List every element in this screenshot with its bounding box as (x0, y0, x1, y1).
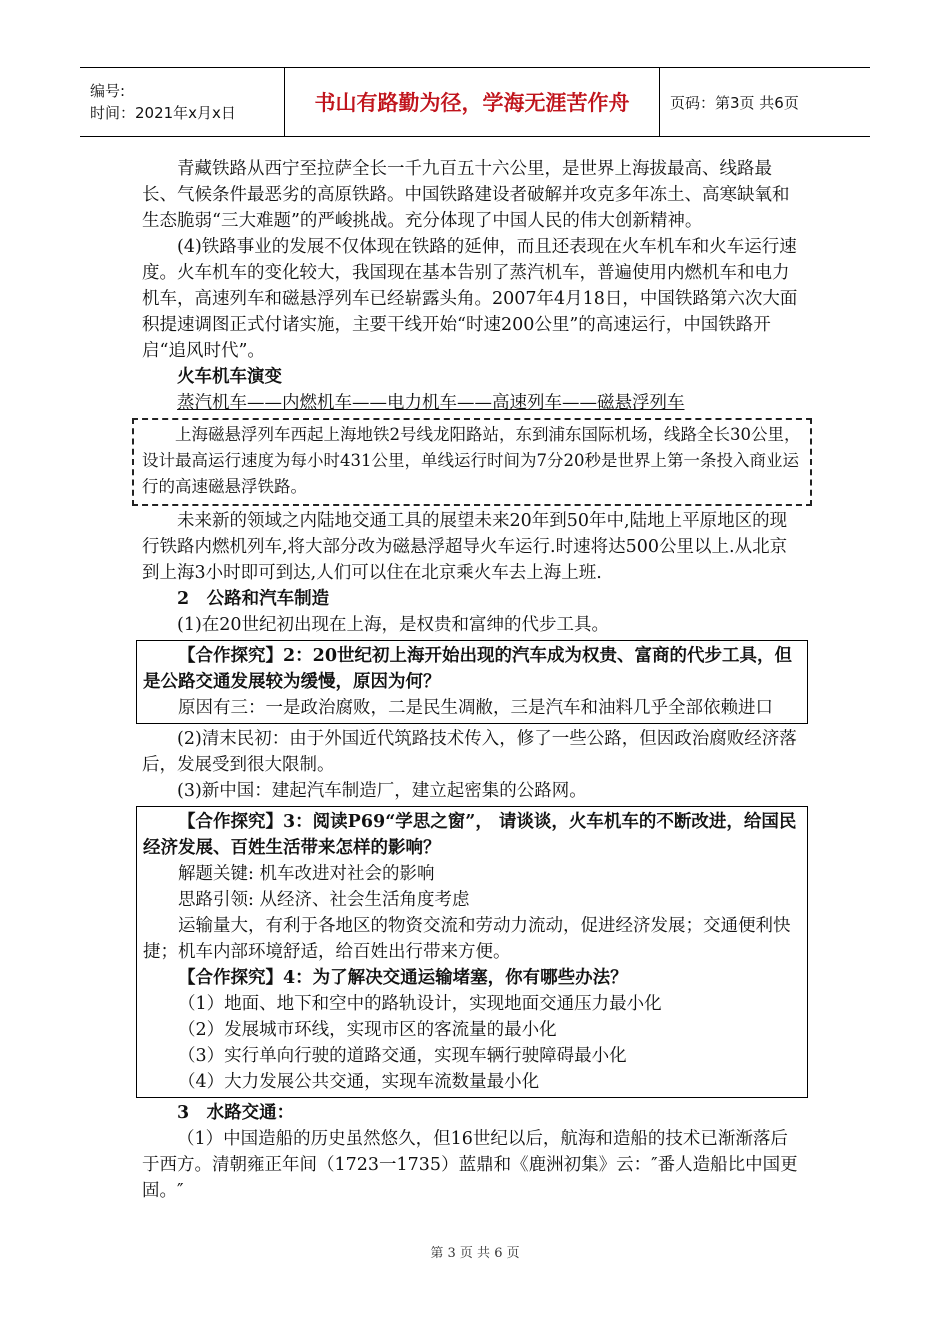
paragraph-qinghai-tibet: 青藏铁路从西宁至拉萨全长一千九百五十六公里，是世界上海拔最高、线路最长、气候条件最恶劣的高原铁路。中国铁路建设者破解并攻克多年冻土、高寒缺氧和生态脆弱“三大难题”的严峻挑战。充分体现了中国人民的伟大创新精神。 (142, 159, 790, 231)
page-header (80, 67, 870, 137)
paragraph-future: 未来新的领域之内陆地交通工具的展望未来20年到50年中,陆地上平原地区的现行铁路内燃机列车,将大部分改为磁悬浮超导火车运行.时速将达500公里以上.从北京到上海3小时即可到达,人们可以住在北京乘火车去上海上班. (142, 511, 788, 583)
road-point-1: (1)在20世纪初出现在上海，是权贵和富绅的代步工具。 (177, 615, 610, 635)
list-item: （1）地面、地下和空中的路轨设计，实现地面交通压力最小化 (178, 994, 662, 1014)
heading-road: 2 公路和汽车制造 (177, 589, 330, 609)
maglev-note-box (132, 418, 812, 506)
evolution-line: 蒸汽机车——内燃机车——电力机车——高速列车——磁悬浮列车 (177, 393, 685, 413)
water-point-1: （1）中国造船的历史虽然悠久，但16世纪以后，航海和造船的技术已渐渐落后于西方。清朝雍正年间（1723一1735）蓝鼎和《鹿洲初集》云：″番人造船比中国更固。″ (142, 1129, 798, 1201)
header-meta (80, 68, 285, 136)
motto-text: 书山有路勤为径，学海无涯苦作舟 (314, 91, 630, 115)
number-label: 编号: (90, 82, 126, 100)
page-label: 页码：第3页 共6页 (670, 93, 799, 112)
explore-key-3: 解题关键: 机车改进对社会的影响 (178, 864, 435, 884)
explore-question-2: 【合作探究】2：20世纪初上海开始出现的汽车成为权贵、富商的代步工具，但是公路交通发展较为缓慢，原因为何？ (143, 646, 793, 692)
road-point-2: (2)清末民初：由于外国近代筑路技术传入，修了一些公路，但因政治腐败经济落后，发展受到很大限制。 (142, 729, 797, 775)
document-body (142, 156, 802, 1204)
explore-hint-3: 思路引领: 从经济、社会生活角度考虑 (178, 890, 470, 910)
list-item: （3）实行单向行驶的道路交通，实现车辆行驶障碍最小化 (178, 1046, 627, 1066)
maglev-note: 上海磁悬浮列车西起上海地铁2号线龙阳路站，东到浦东国际机场，线路全长30公里，设计最高运行速度为每小时431公里，单线运行时间为7分20秒是世界上第一条投入商业运行的高速磁悬浮铁路。 (142, 425, 801, 496)
list-item: （4）大力发展公共交通，实现车流数量最小化 (178, 1072, 540, 1092)
explore-box-3 (136, 806, 808, 1098)
paragraph-locomotive-speed: (4)铁路事业的发展不仅体现在铁路的延伸，而且还表现在火车机车和火车运行速度。火车机车的变化较大，我国现在基本告别了蒸汽机车，普遍使用内燃机车和电力机车，高速列车和磁悬浮列车已经崭露头角。2007年4月18日，中国铁路第六次大面积提速调图正式付诸实施，主要干线开始“时速200公里”的高速运行，中国铁路开启“追风时代”。 (142, 237, 798, 361)
explore-question-4: 【合作探究】4：为了解决交通运输堵塞，你有哪些办法？ (178, 968, 628, 988)
explore-answer-3: 运输量大，有利于各地区的物资交流和劳动力流动，促进经济发展；交通便利快捷；机车内部环境舒适，给百姓出行带来方便。 (143, 916, 791, 962)
explore-question-3: 【合作探究】3：阅读P69“学思之窗”， 请谈谈，火车机车的不断改进，给国民经济发展、百姓生活带来怎样的影响？ (143, 812, 797, 858)
explore-box-2 (136, 640, 808, 724)
footer-page-number: 第 3 页 共 6 页 (430, 1246, 520, 1261)
explore-answer-2: 原因有三：一是政治腐败，二是民生凋敝，三是汽车和油料几乎全部依赖进口 (178, 698, 773, 718)
time-label: 时间：2021年x月x日 (90, 104, 236, 122)
road-point-3: (3)新中国：建起汽车制造厂，建立起密集的公路网。 (177, 781, 587, 801)
header-motto (285, 68, 660, 136)
page-footer (0, 1242, 950, 1261)
list-item: （2）发展城市环线，实现市区的客流量的最小化 (178, 1020, 557, 1040)
heading-locomotive-evolution: 火车机车演变 (177, 367, 282, 387)
header-page (660, 68, 870, 136)
heading-water: 3 水路交通： (177, 1103, 295, 1123)
